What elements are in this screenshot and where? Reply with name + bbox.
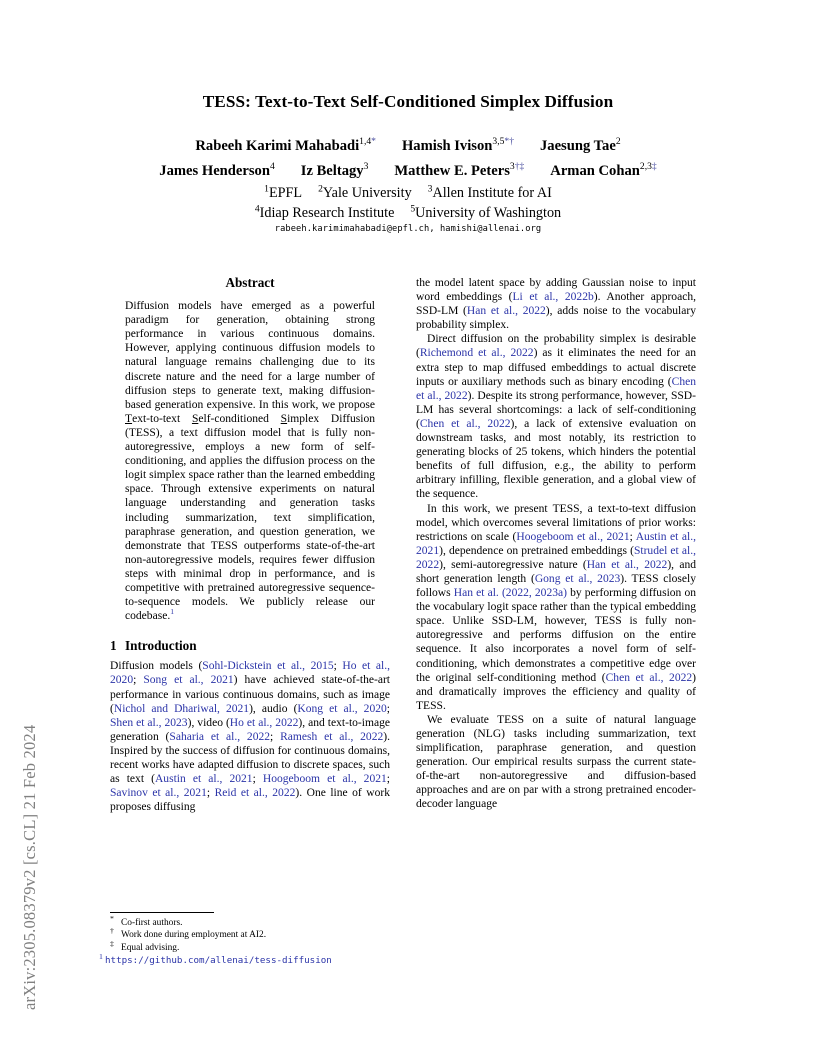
- citation-link[interactable]: Gong et al., 2023: [534, 572, 621, 585]
- footnote-rule: [110, 912, 214, 913]
- citation-link[interactable]: Han et al. (2022, 2023a): [453, 587, 567, 600]
- abstract-underline-s2: S: [280, 412, 288, 425]
- citation-link[interactable]: Han et al., 2022: [466, 305, 546, 318]
- footnote-item: ‡ Equal advising.: [110, 938, 180, 953]
- citation-link[interactable]: Ho et al., 2022: [229, 716, 299, 729]
- author-affiliation-marker: 2: [615, 136, 621, 148]
- author-list: [88, 134, 728, 184]
- affiliation-index: 2: [318, 183, 323, 195]
- author-row: [88, 134, 728, 159]
- footnote-text: Equal advising.: [121, 942, 180, 953]
- author-name: James Henderson$^4$: [159, 161, 275, 179]
- affiliation-index: 3: [427, 183, 433, 195]
- abstract-text-2: ext-to-text: [132, 412, 192, 425]
- author-row: [88, 159, 728, 184]
- intro-paragraph-1: Diffusion models (Sohl-Dickstein et al., 2015; Ho et al., 2020; Song et al., 2021) have achieved state-of-the-art performance in various continuous domains, such as image (Nichol and Dhariwal, 2021), audio (Kong et al., 2020; Shen et al., 2023), video (Ho et al., 2022), and text-to-image generation (Saharia et al., 2022; Ramesh et al., 2022). Inspired by the success of diffusion for continuous domains, recent works have adapted diffusion to discrete spaces, such as text (Austin et al., 2021; Hoogeboom et al., 2021; Savinov et al., 2021; Reid et al., 2022). One line of work proposes diffusing: [110, 660, 390, 814]
- author-footnote-symbol: ‡: [651, 161, 657, 173]
- author-affiliation-marker: 3: [363, 161, 369, 173]
- affiliation-list: [88, 184, 728, 223]
- author-affiliation-marker: 4: [269, 161, 275, 173]
- citation-link[interactable]: Li et al., 2022b: [512, 291, 594, 304]
- citation-link[interactable]: Kong et al., 2020: [297, 702, 387, 715]
- section-number: 1: [110, 638, 117, 654]
- abstract-paragraph: [125, 299, 375, 623]
- intro-paragraph-3: Direct diffusion on the probability simplex is desirable (Richemond et al., 2022) as it eliminates the need for an extra step to map diffused embeddings to actual discrete inputs or auxiliary methods such as binary encoding (Chen et al., 2022). Despite its strong performance, however, SSD-LM has several shortcomings: a lack of self-conditioning (Chen et al., 2022), a lack of extensive evaluation on downstream tasks, and most notably, its restriction to generating blocks of 25 tokens, which hinders the potential benefits of full diffusion, e.g., the ability to perform arbitrary infilling, flexible generation, and a global view of the sequence.: [416, 333, 696, 501]
- section-heading-introduction: [110, 639, 390, 653]
- citation-link[interactable]: Sohl-Dickstein et al., 2015: [202, 660, 334, 673]
- abstract-text-1: Diffusion models have emerged as a powerful paradigm for generation, obtaining strong performance in various continuous domains. However, applying continuous diffusion models to natural language remains challenging due to its discrete nature and the need for a large number of diffusion steps to generate text, making diffusion-based generation expensive. In this work, we propose: [125, 300, 375, 411]
- column-left: [110, 276, 390, 814]
- arxiv-stamp-text: arXiv:2305.08379v2 [cs.CL] 21 Feb 2024: [20, 724, 39, 1010]
- author-affiliation-marker: 3,5*†: [492, 136, 514, 148]
- author-affiliation-marker: 3†‡: [509, 161, 525, 173]
- footnote-block: [99, 912, 390, 968]
- affiliation-row: [88, 204, 728, 224]
- contact-emails: rabeeh.karimimahabadi@epfl.ch, hamishi@allenai.org: [274, 224, 542, 234]
- footnote-item: † Work done during employment at AI2.: [110, 926, 267, 941]
- citation-link[interactable]: Chen et al., 2022: [419, 417, 511, 430]
- citation-link[interactable]: Reid et al., 2022: [214, 787, 296, 800]
- citation-link[interactable]: Hoogeboom et al., 2021: [516, 530, 630, 543]
- footnote-text: Co-first authors.: [121, 918, 183, 928]
- affiliation-index: 1: [264, 183, 269, 195]
- citation-link[interactable]: Han et al., 2022: [586, 558, 668, 571]
- affiliation-entry: $^3$Allen Institute for AI: [427, 183, 552, 201]
- affiliation-index: 4: [254, 202, 260, 214]
- affiliation-index: 5: [410, 202, 416, 214]
- author-name: Hamish Ivison$^{3,5*\dagger}$: [401, 136, 514, 154]
- affiliation-entry: $^2$Yale University: [318, 183, 412, 201]
- citation-link[interactable]: Strudel et al., 2022: [416, 544, 696, 571]
- author-footnote-symbol: *†: [504, 136, 514, 148]
- abstract-underline-t: T: [125, 412, 133, 425]
- intro-paragraph-4: In this work, we present TESS, a text-to-text diffusion model, which overcomes several limitations of prior works: restrictions on scale (Hoogeboom et al., 2021; Austin et al., 2021), dependence on pretrained embeddings (Strudel et al., 2022), semi-autoregressive nature (Han et al., 2022), and short generation length (Gong et al., 2023). TESS closely follows Han et al. (2022, 2023a) by performing diffusion on the vocabulary logit space rather than the typical embedding space. Unlike SSD-LM, however, TESS is fully non-autoregressive and performs diffusion on the entire sequence. It also incorporates a novel form of self-conditioning, which demonstrates a competitive edge over the original self-conditioning method (Chen et al., 2022) and dramatically improves the efficiency and quality of TESS.: [416, 502, 697, 712]
- citation-link[interactable]: Nichol and Dhariwal, 2021: [113, 702, 250, 715]
- affiliation-entry: $^5$University of Washington: [410, 202, 562, 221]
- intro-paragraph-2: the model latent space by adding Gaussian noise to input word embeddings (Li et al., 2022b). Another approach, SSD-LM (Han et al., 2022), adds noise to the vocabulary probability simplex.: [416, 277, 696, 332]
- citation-link[interactable]: Richemond et al., 2022: [419, 347, 534, 360]
- citation-link[interactable]: Hoogeboom et al., 2021: [262, 773, 387, 786]
- affiliation-row: [88, 184, 728, 204]
- intro-paragraph-5: We evaluate TESS on a suite of natural language generation (NLG) tasks including summarization, text simplification, paraphrase generation, and question generation. Our empirical results surpass the current state-of-the-art non-autoregressive and diffusion-based approaches and are on par with a strong pretrained encoder-decoder language: [416, 713, 696, 811]
- footnote-url-line[interactable]: 1 https://github.com/allenai/tess-diffusion: [99, 952, 332, 967]
- footnote-item: * Co-first authors.: [110, 913, 183, 928]
- abstract-footnote-marker[interactable]: 1: [170, 607, 174, 617]
- footnote-items: [110, 913, 390, 954]
- author-name: Arman Cohan$^{2,3\ddagger}$: [550, 161, 657, 179]
- citation-link[interactable]: Song et al., 2021: [143, 674, 234, 687]
- author-footnote-symbol: *: [371, 136, 376, 148]
- column-right: [416, 276, 696, 812]
- author-name: Rabeeh Karimi Mahabadi$^{1,4*}$: [195, 136, 376, 154]
- author-name: Matthew E. Peters$^{3\dagger\ddagger}$: [394, 161, 525, 179]
- author-affiliation-marker: 1,4*: [359, 136, 376, 148]
- affiliation-entry: $^1$EPFL: [264, 183, 303, 201]
- citation-link[interactable]: Shen et al., 2023: [110, 716, 188, 729]
- abstract-underline-s1: S: [191, 412, 199, 425]
- citation-link[interactable]: Ramesh et al., 2022: [280, 730, 384, 743]
- footnote-text: Work done during employment at AI2.: [121, 930, 267, 941]
- author-footnote-symbol: †‡: [514, 161, 525, 173]
- citation-link[interactable]: Savinov et al., 2021: [110, 787, 207, 800]
- citation-link[interactable]: Saharia et al., 2022: [169, 730, 271, 743]
- page-title: TESS: Text-to-Text Self-Conditioned Simplex Diffusion: [202, 92, 614, 111]
- citation-link[interactable]: Austin et al., 2021: [154, 773, 253, 786]
- author-name: Iz Beltagy$^3$: [300, 161, 369, 179]
- affiliation-entry: $^4$Idiap Research Institute: [254, 202, 395, 221]
- author-name: Jaesung Tae$^2$: [539, 136, 621, 154]
- abstract-body: [125, 299, 375, 623]
- footnote-url-text[interactable]: https://github.com/allenai/tess-diffusion: [105, 955, 332, 967]
- citation-link[interactable]: Ho et al., 2020: [110, 660, 390, 687]
- section-title: Introduction: [125, 638, 197, 654]
- abstract-text-4: implex Diffusion (TESS), a text diffusion model that is fully non-autoregressive, employs a new form of self-conditioning, and applies the diffusion process on the logit simplex space rather than the learned embedding space. Through extensive experiments on natural language understanding and generation tasks including summarization, text simplification, paraphrase generation, and question generation, we demonstrate that TESS outperforms state-of-the-art non-autoregressive models, requires fewer diffusion steps with minimal drop in performance, and is competitive with pretrained autoregressive sequence-to-sequence models. We publicly release our codebase.: [125, 412, 375, 623]
- author-affiliation-marker: 2,3‡: [639, 161, 657, 173]
- citation-link[interactable]: Chen et al., 2022: [605, 671, 693, 684]
- abstract-heading: Abstract: [225, 275, 275, 290]
- abstract-text-3: elf-conditioned: [198, 412, 281, 425]
- citation-link[interactable]: Austin et al., 2021: [416, 530, 697, 557]
- citation-link[interactable]: Chen et al., 2022: [416, 375, 696, 402]
